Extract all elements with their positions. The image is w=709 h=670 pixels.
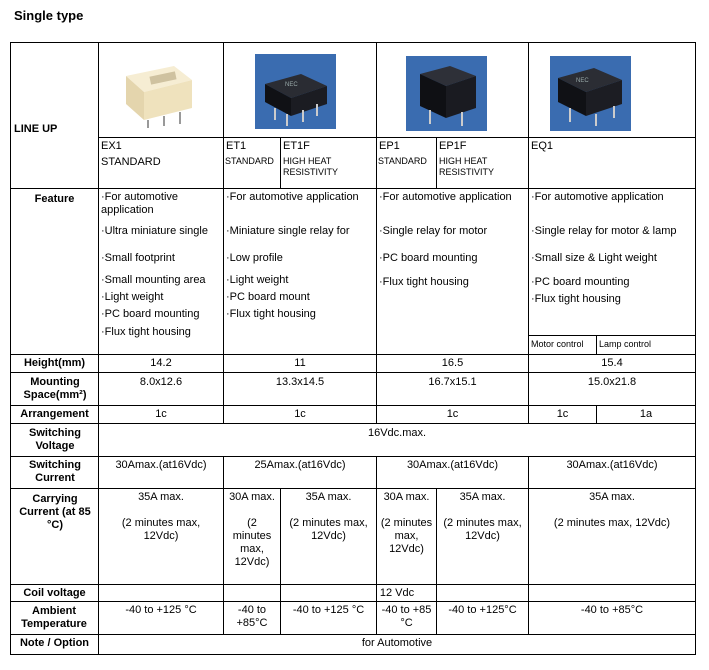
height-ex1: 14.2 <box>150 357 172 369</box>
carrying-current-eq1-note: (2 minutes max, 12Vdc) <box>553 517 671 529</box>
et1-feature-item: ·Miniature single relay for <box>226 225 350 237</box>
ex1-photo <box>118 54 199 129</box>
ep1-feature-item: ·For automotive application <box>379 191 512 203</box>
ex1-feature-item: ·PC board mounting <box>101 308 200 320</box>
switching-current-ep1: 30Amax.(at16Vdc) <box>406 459 499 471</box>
arrangement-ep1: 1c <box>446 408 459 420</box>
arrangement-eq1-motor: 1c <box>556 408 569 420</box>
ambient-et1f: -40 to +125 °C <box>292 604 365 616</box>
mounting-ex1: 8.0x12.6 <box>139 376 183 388</box>
ambient-ep1: -40 to +85 °C <box>381 604 432 629</box>
coil-voltage-label: Coil voltage <box>23 587 86 599</box>
model-ep1-name: EP1 <box>379 140 400 152</box>
carrying-current-eq1 <box>529 491 695 530</box>
et1-photo <box>255 54 336 129</box>
et1-feature-item: ·For automotive application <box>226 191 359 203</box>
et1-feature-item: ·Light weight <box>226 274 289 286</box>
carrying-current-et1f <box>281 491 376 543</box>
switching-current-label: Switching Current <box>29 459 81 484</box>
feature-label: Feature <box>34 193 75 205</box>
eq1-lamp-control-label: Lamp control <box>599 339 652 349</box>
ex1-features <box>101 191 221 351</box>
mounting-eq1: 15.0x21.8 <box>587 376 637 388</box>
model-et1f-name: ET1F <box>283 140 310 152</box>
et1-relay-image <box>255 54 336 129</box>
carrying-current-ep1f <box>437 491 528 543</box>
ep1-feature-item: ·Flux tight housing <box>379 276 469 288</box>
mounting-ep1: 16.7x15.1 <box>428 376 477 388</box>
switching-current-ex1: 30Amax.(at16Vdc) <box>115 459 207 471</box>
eq1-features <box>531 191 693 331</box>
model-ex1-name: EX1 <box>101 140 122 152</box>
ex1-feature-item: ·Ultra miniature single <box>101 225 208 237</box>
ep1-relay-image <box>406 56 487 131</box>
carrying-current-ep1-note: (2 minutes max, 12Vdc) <box>380 517 433 555</box>
height-label: Height(mm) <box>23 357 86 369</box>
ep1-photo <box>406 56 487 131</box>
carrying-current-et1f-note: (2 minutes max, 12Vdc) <box>289 517 368 542</box>
model-et1-name: ET1 <box>226 140 247 152</box>
ambient-eq1: -40 to +85°C <box>580 604 644 616</box>
ex1-feature-item: ·For automotive application <box>101 191 179 216</box>
carrying-current-ep1-value: 30A max. <box>383 491 430 503</box>
model-ex1-type: STANDARD <box>101 156 161 168</box>
eq1-feature-item: ·Small size & Light weight <box>531 252 657 264</box>
arrangement-eq1-lamp: 1a <box>639 408 653 420</box>
ambient-et1: -40 to +85°C <box>236 604 268 629</box>
ex1-relay-image <box>118 54 199 129</box>
line-up-label: LINE UP <box>14 123 58 135</box>
mounting-label: Mounting Space(mm²) <box>23 376 87 401</box>
coil-voltage-value: 12 Vdc <box>379 587 415 599</box>
ambient-ep1f: -40 to +125°C <box>448 604 517 616</box>
model-eq1-name: EQ1 <box>531 140 554 152</box>
eq1-motor-control-label: Motor control <box>531 339 584 349</box>
et1-feature-item: ·Low profile <box>226 252 283 264</box>
carrying-current-eq1-value: 35A max. <box>589 491 635 503</box>
svg-text:NEC: NEC <box>576 78 589 84</box>
carrying-current-ep1f-note: (2 minutes max, 12Vdc) <box>443 517 522 542</box>
et1-features <box>226 191 374 351</box>
mounting-et1: 13.3x14.5 <box>275 376 325 388</box>
ex1-feature-item: ·Flux tight housing <box>101 326 191 338</box>
arrangement-et1: 1c <box>294 408 306 420</box>
height-ep1: 16.5 <box>441 357 464 369</box>
et1-feature-item: ·Flux tight housing <box>226 308 316 320</box>
carrying-current-et1-value: 30A max. <box>229 491 275 503</box>
eq1-feature-item: ·Single relay for motor & lamp <box>531 225 677 237</box>
model-et1-type: STANDARD <box>225 156 274 166</box>
arrangement-label: Arrangement <box>20 408 89 420</box>
svg-text:NEC: NEC <box>285 82 298 88</box>
ex1-feature-item: ·Small footprint <box>101 252 175 264</box>
ep1-feature-item: ·Single relay for motor <box>379 225 488 237</box>
eq1-feature-item: ·Flux tight housing <box>531 293 621 305</box>
carrying-current-ep1 <box>377 491 436 556</box>
carrying-current-label: Carrying Current (at 85 °C) <box>19 493 91 531</box>
switching-voltage-value: 16Vdc.max. <box>367 427 427 439</box>
ex1-feature-item: ·Light weight <box>101 291 164 303</box>
height-eq1: 15.4 <box>601 357 623 369</box>
eq1-relay-image <box>550 56 631 131</box>
model-et1f-type: HIGH HEAT RESISTIVITY <box>283 156 339 177</box>
model-ep1-type: STANDARD <box>378 156 427 166</box>
carrying-current-et1-note: (2 minutes max, 12Vdc) <box>232 517 272 568</box>
ex1-feature-item: ·Small mounting area <box>101 274 206 286</box>
carrying-current-ex1-note: (2 minutes max, 12Vdc) <box>121 517 201 542</box>
ambient-ex1: -40 to +125 °C <box>125 604 197 616</box>
note-label: Note / Option <box>19 637 90 649</box>
carrying-current-et1f-value: 35A max. <box>305 491 352 503</box>
page-title: Single type <box>14 8 84 23</box>
et1-feature-item: ·PC board mount <box>226 291 310 303</box>
ambient-label: Ambient Temperature <box>21 605 87 630</box>
carrying-current-ex1-value: 35A max. <box>138 491 184 503</box>
ep1-features <box>379 191 527 351</box>
switching-current-eq1: 30Amax.(at16Vdc) <box>566 459 658 471</box>
eq1-feature-item: ·PC board mounting <box>531 276 630 288</box>
note-value: for Automotive <box>361 637 433 649</box>
height-et1: 11 <box>294 357 306 369</box>
switching-current-et1: 25Amax.(at16Vdc) <box>254 459 346 471</box>
model-ep1f-name: EP1F <box>439 140 467 152</box>
switching-voltage-label: Switching Voltage <box>29 427 81 452</box>
eq1-photo <box>550 56 631 131</box>
carrying-current-ep1f-value: 35A max. <box>459 491 506 503</box>
eq1-feature-item: ·For automotive application <box>531 191 664 203</box>
ep1-feature-item: ·PC board mounting <box>379 252 478 264</box>
arrangement-ex1: 1c <box>155 408 167 420</box>
carrying-current-ex1 <box>99 491 223 543</box>
carrying-current-et1 <box>224 491 280 569</box>
model-ep1f-type: HIGH HEAT RESISTIVITY <box>439 156 495 177</box>
